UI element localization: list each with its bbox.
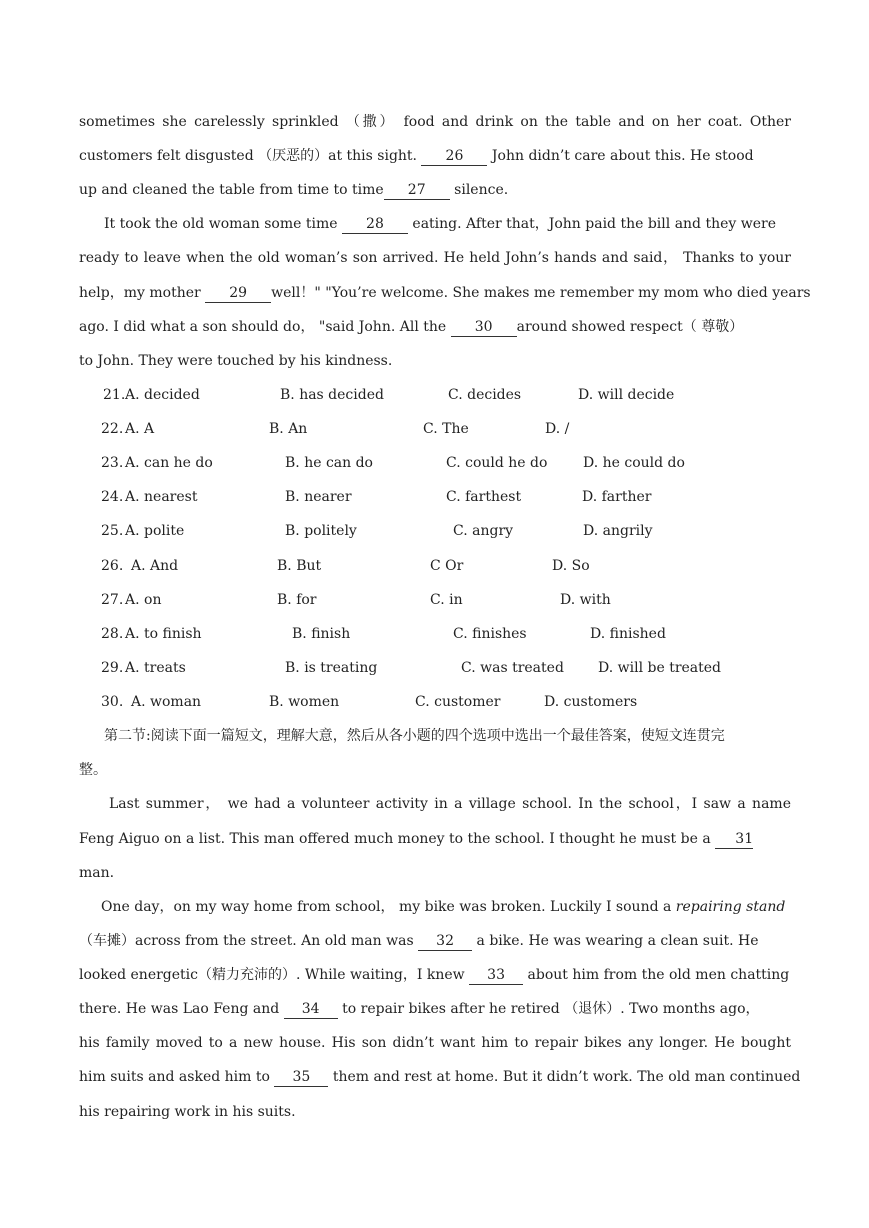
option-c: C. customer — [415, 694, 501, 710]
option-c: C. could he do — [446, 455, 548, 471]
blank-32: 32 — [418, 933, 472, 951]
option-b: B. women — [269, 694, 340, 710]
option-b: B. has decided — [280, 387, 384, 403]
option-b: B. An — [269, 421, 308, 437]
question-options — [0, 658, 869, 678]
paragraph-line: （车摊）across from the street. An old man was 32 a bike. He was wearing a clean suit. He — [79, 933, 759, 949]
paragraph-line: him suits and asked him to 35 them and rest at home. But it didn’t work. The old man continued — [79, 1069, 801, 1085]
section-heading: 第二节:阅读下面一篇短文，理解大意，然后从各小题的四个选项中选出一个最佳答案，使短文连贯完 — [104, 728, 725, 744]
paragraph-line: help，my mother 29 well！" "You’re welcome. She makes me remember my mom who died years — [79, 285, 811, 301]
option-a: A. treats — [125, 660, 186, 676]
option-b: B. he can do — [285, 455, 373, 471]
section-heading: 整。 — [79, 762, 107, 778]
option-a: A. can he do — [125, 455, 213, 471]
question-number: 27. — [101, 592, 124, 608]
option-c: C. The — [423, 421, 469, 437]
question-number: 30. — [101, 694, 124, 710]
option-b: B. for — [277, 592, 317, 608]
blank-31: 31 — [715, 831, 753, 849]
paragraph-line: sometimes she carelessly sprinkled （撒） food and drink on the table and on her coat. Other — [79, 114, 791, 130]
option-d: D. customers — [544, 694, 638, 710]
option-a: A. to finish — [125, 626, 202, 642]
paragraph-line: to John. They were touched by his kindness. — [79, 353, 393, 369]
paragraph-line: customers felt disgusted （厌恶的）at this sight. 26 John didn’t care about this. He stood — [79, 148, 754, 164]
option-d: D. with — [560, 592, 611, 608]
blank-35: 35 — [274, 1069, 328, 1087]
question-number: 29. — [101, 660, 124, 676]
question-number: 22. — [101, 421, 124, 437]
option-c: C. farthest — [446, 489, 522, 505]
option-c: C. decides — [448, 387, 522, 403]
option-a: A. decided — [125, 387, 200, 403]
option-c: C. finishes — [453, 626, 527, 642]
question-number: 26. — [101, 558, 124, 574]
paragraph-line: his repairing work in his suits. — [79, 1104, 296, 1120]
question-options — [0, 453, 869, 473]
option-c: C. angry — [453, 523, 514, 539]
option-d: D. angrily — [583, 523, 653, 539]
question-options — [0, 385, 869, 405]
option-c: C. was treated — [461, 660, 564, 676]
question-options — [0, 419, 869, 439]
option-d: D. finished — [590, 626, 666, 642]
question-number: 23. — [101, 455, 124, 471]
option-b: B. is treating — [285, 660, 378, 676]
option-d: D. will decide — [578, 387, 675, 403]
option-b: B. nearer — [285, 489, 352, 505]
option-d: D. So — [552, 558, 590, 574]
option-b: B. finish — [292, 626, 351, 642]
option-a: A. And — [131, 558, 179, 574]
option-a: A. polite — [125, 523, 185, 539]
question-options — [0, 624, 869, 644]
question-number: 24. — [101, 489, 124, 505]
option-a: A. A — [125, 421, 155, 437]
blank-28: 28 — [342, 216, 408, 234]
question-number: 28. — [101, 626, 124, 642]
blank-26: 26 — [421, 148, 487, 166]
paragraph-line: looked energetic（精力充沛的）. While waiting，I knew 33 about him from the old men chatting — [79, 967, 790, 983]
option-d: D. / — [545, 421, 570, 437]
question-options — [0, 692, 869, 712]
paragraph-line: there. He was Lao Feng and 34 to repair bikes after he retired （退休）. Two months ago， — [79, 1001, 760, 1017]
paragraph-line: ago. I did what a son should do， "said John. All the 30 around showed respect（ 尊敬） — [79, 319, 744, 335]
blank-34: 34 — [284, 1001, 338, 1019]
option-d: D. farther — [582, 489, 652, 505]
option-b: B. politely — [285, 523, 357, 539]
question-number: 25. — [101, 523, 124, 539]
question-number: 21. — [103, 387, 126, 403]
question-options — [0, 521, 869, 541]
option-a: A. on — [125, 592, 162, 608]
blank-27: 27 — [384, 182, 450, 200]
blank-29: 29 — [205, 285, 271, 303]
option-a: A. woman — [131, 694, 202, 710]
option-b: B. But — [277, 558, 322, 574]
paragraph-line: up and cleaned the table from time to time 27 silence. — [79, 182, 509, 198]
paragraph-line: his family moved to a new house. His son didn’t want him to repair bikes any longer. He bought — [79, 1035, 791, 1051]
question-options — [0, 487, 869, 507]
option-d: D. he could do — [583, 455, 685, 471]
paragraph-line: ready to leave when the old woman’s son arrived. He held John’s hands and said， Thanks to your — [79, 250, 791, 266]
paragraph-line: man. — [79, 865, 115, 881]
paragraph-line: It took the old woman some time 28 eating. After that，John paid the bill and they were — [104, 216, 777, 232]
option-d: D. will be treated — [598, 660, 722, 676]
blank-30: 30 — [451, 319, 517, 337]
option-a: A. nearest — [125, 489, 198, 505]
paragraph-line: Last summer， we had a volunteer activity in a village school. In the school，I saw a name — [109, 796, 791, 812]
option-c: C. in — [430, 592, 463, 608]
paragraph-line: Feng Aiguo on a list. This man offered much money to the school. I thought he must be a 31 — [79, 831, 754, 847]
question-options — [0, 590, 869, 610]
option-c: C Or — [430, 558, 464, 574]
paragraph-line: One day，on my way home from school， my bike was broken. Luckily I sound a repairing stand — [101, 899, 786, 915]
blank-33: 33 — [469, 967, 523, 985]
question-options — [0, 556, 869, 576]
